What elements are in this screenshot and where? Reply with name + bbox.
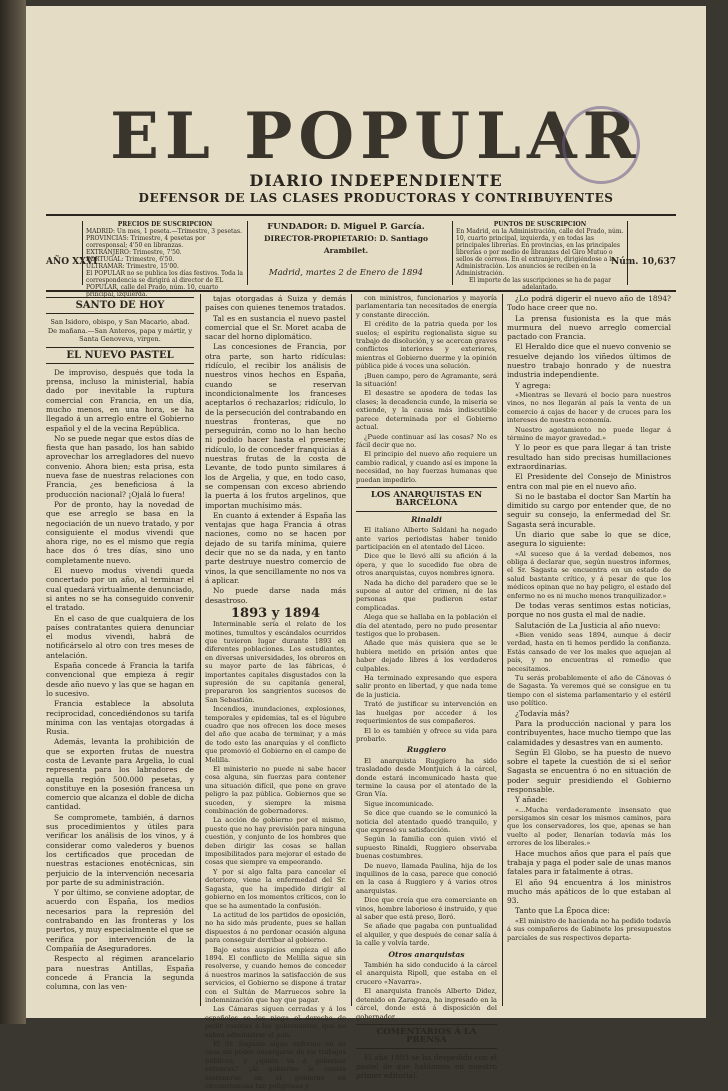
- paragraph: Incendios, inundaciones, explosiones, temporales y epidemias, tal es el lúgubre cuadro que nos ofrecen los doce meses del año que acaba de terminar, y a más de todo esto las anarquías y el conflicto que promovió el Gobierno en el campo de Melilla.: [205, 705, 346, 764]
- paragraph: Un diario que sabe lo que se dice, asegura lo siguiente:: [507, 530, 671, 549]
- column-2: [205, 294, 346, 1091]
- paragraph: Además, levanta la prohibición de que se exporten frutas de nuestra costa de Levante para Argelia, lo cual representa para los labradores de aquella región 500.000 pesetas, y constituye en la posesión francesa un comercio que alcanza el doble de dicha cantidad.: [46, 737, 194, 812]
- paragraph: Y lo peor es que para llegar á tan triste resultado han sido precisas humillaciones extraordinarias.: [507, 443, 671, 471]
- paragraph: Si no le bastaba el doctor San Martín ha dimitido su cargo por entender que, de no seguir su consejo, la enfermedad del Sr. Sagasta será incurable.: [507, 491, 671, 529]
- paragraph: Bajo estos auspicios empieza el año 1894. El conflicto de Melilla sigue sin resolverse, y cuando hemos de conceder á nuestros marinos la satisfacción de sus servicios, el Gobierno se dispone á tratar con el Sultán de Marruecos sobre la indemnización que hay que pagar.: [205, 945, 346, 1004]
- paragraph: El ministerio no puede ni sabe hacer cosa alguna, sin fuerzas para contener una situación difícil, que pone en grave peligro la paz pública. Gobiernos que se suceden, y siempre la misma combinación de gobernadores.: [205, 765, 346, 816]
- subscription-prices: [82, 221, 248, 298]
- info-bar: [46, 219, 676, 298]
- paragraph: Francia establece la absoluta reciprocidad, concediéndonos su tarifa mínima con las ventajas otorgadas á Rusia.: [46, 699, 194, 737]
- subscription-note: El POPULAR no se publica los días festivos. Toda la correspondencia se dirigirá al director de EL POPULAR, calle del Prado, núm. 10, cuarto principal, izquierda.: [86, 270, 243, 298]
- paragraph: Dice que creía que era comerciante en vinos, hombre laborioso é instruido, y que al saber que está preso, lloró.: [356, 896, 497, 922]
- paragraph: Las concesiones de Francia, por otra parte, son harto ridículas: ridículo, el recibir los análisis de nuestros vinos hechos en España, cuando se reservan incondicionalmente los franceses aceptarlos ó rechazarlos; ridículo, lo de la persecución del contrabando en nuestras fronteras, que no perseguirán, como no lo han hecho ni podido hacer hasta el presente; ridículo, lo de conceder franquicias á nuestras frutas de la costa de Levante, de todo punto similares á los de Argelia, y que, en todo caso, se compensan con exceso abriendo la puerta á los frutos argelinos, que importan muchísimo más.: [205, 342, 346, 510]
- paragraph: Según la familia con quien vivió el supuesto Rinaldi, Ruggiero observaba buenas costumbres.: [356, 835, 497, 861]
- column-rule: [351, 294, 352, 1006]
- paragraph: El anarquista Ruggiero ha sido trasladado desde Montjuich á la cárcel, donde estará incomunicado hasta que termine la causa por el atentado de la Gran Vía.: [356, 756, 497, 799]
- paragraph: El nuevo modus vivendi queda concertado por un año, al terminar el cual quedará virtualmente denunciado, si antes no se ha conseguido convenir el tratado.: [46, 566, 194, 613]
- editorial-board: [246, 221, 446, 279]
- quote: «Mientras se llevará el bocio para nuestros vinos, no nos llegarán al país la venta de un comercio á cajas de hacer y de cruces para los intereses de nuestra economía.: [507, 390, 671, 425]
- santo-heading: SANTO DE HOY: [46, 297, 194, 314]
- points-title: PUNTOS DE SUSCRIPCION: [493, 221, 587, 228]
- paragraph: La prensa fusionista es la que más murmura del nuevo arreglo comercial pactado con Francia.: [507, 313, 671, 342]
- santo-text: San Isidoro, obispo, y San Macario, abad. De mañana.—San Anteros, papa y mártir, y Santa Genoveva, virgen.: [47, 318, 193, 344]
- paragraph: Añade que más quisiera que se le hubiera metido en prisión antes que haber dejado libres á los verdaderos culpables.: [356, 639, 497, 673]
- paragraph: De todas veras sentimos estas noticias, porque no nos gusta el mal de nadie.: [507, 601, 671, 620]
- paragraph: Las Cámaras siguen cerradas y á los españoles se les niega el derecho de pedir cuentas á los gobernantes, que no saben administrar el país.: [205, 1005, 346, 1039]
- paragraph: Dice que le llevó allí su afición á la ópera, y que lo sucedido fue obra de otros anarquistas, cuyos nombres ignora.: [356, 552, 497, 578]
- paragraph: Para la producción nacional y para los contribuyentes, hace mucho tiempo que las calamidades y desastres van en aumento.: [507, 718, 671, 747]
- paragraph: El Presidente del Consejo de Ministros entra con mal pie en el nuevo año.: [507, 472, 671, 491]
- paragraph: El crédito de la patria queda por los suelos; el espíritu regionalista sigue su trabajo de disolución, y se acercan graves conflictos interiores y exteriores, mientras el Gobierno duerme y la opinión pública pide á voces una solución.: [356, 320, 497, 371]
- paragraph: Se compromete, también, á darnos sus procedimientos y útiles para verificar los análisis de los vinos, y á considerar como valederos y buenos los certificados que procedan de nuestras estaciones enotécnicas, sin perjuicio de la intervención necesaria por parte de su administración.: [46, 812, 194, 887]
- paragraph: Se añade que pagaba con puntualidad el alquiler, y que después de cenar salía á la calle y volvía tarde.: [356, 922, 497, 948]
- paragraph: Se dice que cuando se le comunicó la noticia del atentado quedó tranquilo, y que expresó su satisfacción.: [356, 809, 497, 834]
- paragraph: ¿Puede continuar así las cosas? No es fácil decir que no.: [356, 432, 497, 449]
- paragraph: El Heraldo dice que el nuevo convenio se resuelve dejando los viñedos últimos de nuestro trabajo honrado y de nuestra industria independiente.: [507, 342, 671, 380]
- paragraph: El desastre se apodera de todas las clases; la decadencia cunde, la miseria se extiende, y la causa más indiscutible parece determinada por el Gobierno actual.: [356, 389, 497, 432]
- paragraph: En el caso de que cualquiera de los países contratantes quiera denunciar el modus vivendi, habrá de notificárselo al otro con tres meses de antelación.: [46, 613, 194, 660]
- library-stamp-icon: [562, 106, 640, 184]
- header-bottom-rule: [46, 290, 676, 292]
- paragraph: Y añade:: [515, 795, 548, 805]
- issue-number: Núm. 10,637: [610, 257, 676, 267]
- quote: «Al suceso que á la verdad debemos, nos obliga á declarar que, según nuestros informes, el Sr. Sagasta se encuentra en un estado de salud bastante crítico, y á pesar de que los médicos opinan que no hay peligro, el estado del enfermo no es ni mucho menos tranquilizador.»: [507, 549, 671, 600]
- paragraph: Trató de justificar su intervención en las huelgas por acceder á los requerimientos de sus compañeros.: [356, 700, 497, 726]
- founder: FUNDADOR: D. Miguel P. García.: [267, 222, 425, 232]
- paragraph: De improviso, después que toda la prensa, incluso la ministerial, había dado por inevitable la ruptura comercial con Francia, en un día, mucho menos, en una hora, se ha llegado á un arreglo entre el Gobierno español y el de la vecina República.: [46, 367, 194, 433]
- paragraph: La actitud de los partidos de oposición, no ha sido más prudente, pues se hallan dispuestos á no perdonar ocasión alguna para conseguir derribar al gobierno.: [205, 910, 346, 945]
- paragraph: Hace muchos años que para el país que trabaja y paga el poder sale de unas manos fatales para ir fatalmente á otras.: [507, 848, 671, 877]
- director: DIRECTOR-PROPIETARIO: D. Santiago Arambilet.: [264, 234, 428, 255]
- paragraph: El año 94 encuentra á los ministros mucho más apáticos de lo que estaban al 93.: [507, 877, 671, 906]
- quote: «...Mucha verdaderamente insensato que persigamos sin cesar los mismos caminos, para que los conservadores, los que, apenas se han vuelto al poder, llenarían todavía más los errores de los liberales.»: [507, 805, 671, 848]
- year-heading: 1893 y 1894: [231, 605, 320, 621]
- paragraph: De nuevo, llamada Paulina, hija de los inquilinos de la casa, parece que conoció en la casa á Ruggiero y á varios otros anarquistas.: [356, 861, 497, 895]
- rinaldi-subheading: Rinaldi: [411, 514, 442, 524]
- points-text: En Madrid, en la Administración, calle del Prado, núm. 10, cuarto principal, izquierda, y en todas las principales librerías. En provincias, en las principales librerías o por medio de libranzas del Giro Mutuo o sellos de correos. En el extranjero, dirigiéndose a la Administración. Los anuncios se reciben en la Administración.: [456, 228, 624, 277]
- subscription-points: [452, 221, 628, 291]
- paragraph: En cuanto á extender á España las ventajas que haga Francia á otras naciones, como no se hacen por dejado de su tarifa mínima, quiere decir que no se da nada, y en tanto parte destruye nuestro comercio de vinos, la que sencillamente no nos va á aplicar.: [205, 510, 346, 585]
- subscription-line: ULTRAMAR: Trimestre, 15'00.: [86, 263, 179, 270]
- paragraph: El lo es también y ofrece su vida para probarlo.: [356, 726, 497, 743]
- paragraph: Interminable sería el relato de los motines, tumultos y escándalos ocurridos que tuvieron lugar durante 1893 en diferentes poblaciones. Los estudiantes, en diversas universidades, los obreros en su mayor parte de las fábricas, é importantes capitales disgustados con la supresión de su capitanía general, prepararon los sangrientos sucesos de San Sebastián.: [205, 620, 346, 704]
- binding-edge: [0, 0, 26, 1024]
- year-number: AÑO XXVI: [46, 257, 98, 267]
- newspaper-tagline: DEFENSOR DE LAS CLASES PRODUCTORAS Y CONTRIBUYENTES: [138, 191, 614, 205]
- column-rule: [502, 294, 503, 1006]
- paragraph: Tal es en sustancia el nuevo pastel comercial que el Sr. Moret acaba de sacar del horno diplomático.: [205, 313, 346, 342]
- paragraph: Según El Globo, se ha puesto de nuevo sobre el tapete la cuestión de si el señor Sagasta se encuentra ó no en situación de poder seguir presidiendo el Gobierno responsable.: [507, 747, 671, 795]
- paragraph: El principio del nuevo año requiere un cambio radical, y cuando así es impone la necesidad, no hay fuerzas humanas que puedan impedirlo.: [356, 450, 497, 484]
- paragraph: Y por último, se conviene adoptar, de acuerdo con España, los medios necesarios para la represión del contrabando en las fronteras y los puertos, y muy especialmente el que se verifica por intervención de la Compañía de Aseguradores.: [46, 888, 194, 953]
- paragraph: El italiano Alberto Saldani ha negado ante varios periodistas haber tenido participación en el atentado del Liceo.: [356, 526, 497, 551]
- paragraph: La acción de gobierno por el mismo, puesto que no hay previsión para ninguna cuestión, y conjunto de los hombres que deben dirigir las cosas se hallan imposibilitados para mejorar el estado de cosas que siempre va empeorando.: [205, 816, 346, 867]
- paragraph: Nada ha dicho del paradero que se le supone al autor del crimen, ni de las personas que pudieron estar complicadas.: [356, 578, 497, 612]
- paragraph: Y agrega:: [515, 380, 551, 390]
- paragraph: Tanto que La Época dice:: [515, 906, 610, 916]
- newspaper-title: EL POPULAR: [110, 99, 642, 174]
- paragraph: El anarquista francés Alberto Didez, detenido en Zaragoza, ha ingresado en la cárcel, donde está á disposición del gobernador.: [356, 987, 497, 1021]
- column-1: [46, 294, 194, 992]
- points-note: El importe de las suscripciones se ha de pagar adelantado.: [469, 277, 611, 291]
- paragraph: El año 1893 se ha despedido con el pastel de que hablamos en nuestro primer editorial.: [356, 1052, 497, 1081]
- paragraph: El Sr. Sagasta sigue enfermo en su casa sin poder encargarse de los trabajos públicos, y ¿quién va á gobernar entonces? ¡Al gobierno le cuesta sostenerse en el gobierno en circunstancias tan peligrosas y: [205, 1040, 346, 1091]
- paragraph: Y por si algo falta para cancelar el deterioro, viene la enfermedad del Sr. Sagasta, que ha impedido dirigir al gobierno en los momentos críticos, con lo que se ha aumentado la confusión.: [205, 867, 346, 910]
- paragraph: Sigue incomunicado.: [364, 799, 434, 808]
- paragraph: con ministros, funcionarios y mayoría parlamentaria tan necesitados de energía y constante dirección.: [356, 294, 497, 319]
- subscription-line: PROVINCIAS: Trimestre, 4 pesetas por corresponsal; 4'50 en libranzas.: [86, 235, 206, 249]
- paragraph: Alega que se hallaba en la población el día del atentado, pero no pudo presentar testigos que lo probasen.: [356, 613, 497, 639]
- otros-subheading: Otros anarquistas: [388, 949, 465, 959]
- column-4: [507, 294, 671, 943]
- paragraph: No puede darse nada más desastroso.: [205, 586, 346, 605]
- paragraph: No se puede negar que estos días de fiesta que han pasado, los han sabido aprovechar los arregladores del nuevo convenio. Ahora bien; esta prisa, esta nueva fase de nuestras relaciones con Francia, ¿es beneficiosa á la producción nacional? ¡Ojalá lo fuera!: [46, 433, 194, 499]
- paragraph: Ha terminado expresando que espera salir pronto en libertad, y que nada teme de la justicia.: [356, 674, 497, 699]
- pastel-heading: EL NUEVO PASTEL: [46, 347, 194, 364]
- paragraph: ¿Lo podrá digerir el nuevo año de 1894? Todo hace creer que no.: [507, 294, 671, 313]
- ruggiero-subheading: Ruggiero: [406, 745, 447, 755]
- paragraph: Respecto al régimen arancelario para nuestras Antillas, España concede á Francia la segunda columna, con las ven-: [46, 954, 194, 992]
- subscription-line: EXTRANJERO: Trimestre, 7'50.: [86, 249, 182, 256]
- top-rule: [46, 214, 676, 216]
- paragraph: tajas otorgadas á Suiza y demás países con quienes tenemos tratados.: [205, 294, 346, 313]
- quote: Tu serás probablemente el año de Cánovas ó de Sagasta. Ya veremos qué se consigue en tu tiempo con el sistema parlamentario y el estéril uso político.: [507, 674, 671, 708]
- column-rule: [200, 294, 201, 1006]
- subscription-line: MADRID: Un mes, 1 peseta.—Trimestre, 3 pesetas.: [86, 228, 242, 235]
- quote: «Bien venido seas 1894, aunque á decir verdad, hasta en ti hemos perdido la confianza. Estás cansado de ver los males que aquejan al país, y no encuentras el remedio que necesitamos.: [507, 631, 671, 673]
- newspaper-subtitle: DIARIO INDEPENDIENTE: [249, 171, 503, 190]
- column-3: [356, 294, 497, 1082]
- paragraph: Salutación de La Justicia al año nuevo:: [515, 620, 661, 630]
- paragraph: ¿Todavía más?: [515, 708, 570, 718]
- subscription-title: PRECIOS DE SUSCRIPCION: [117, 221, 213, 228]
- subscription-line: PORTUGAL: Trimestre, 6'50.: [86, 256, 175, 263]
- newspaper-page: [26, 6, 706, 1091]
- paragraph: También ha sido conducido á la cárcel el anarquista Ripoll, que estaba en el crucero «Navarra».: [356, 961, 497, 986]
- quote: «El ministro de hacienda no ha pedido todavía á sus compañeros de Gabinete los presupuestos parciales de sus respectivos departa-: [507, 916, 671, 942]
- dateline: Madrid, martes 2 de Enero de 1894: [268, 268, 424, 278]
- comentarios-heading: COMENTARIOS Á LA PRENSA: [356, 1024, 497, 1049]
- paragraph: ¡Buen campo, pero de Agramante, será la situación!: [356, 371, 497, 389]
- paragraph: España concede á Francia la tarifa convencional que empieza á regir desde año nuevo y las que se hagan en lo sucesivo.: [46, 661, 194, 698]
- quote: Nuestro agotamiento no puede llegar á término de mayor gravedad.»: [507, 425, 671, 442]
- paragraph: Por de pronto, hay la novedad de que ese arreglo se basa en la negociación de un nuevo tratado, y por consiguiente el modus vivendi que ahora rige, no es el mismo que regía hace dos ó tres días, sino uno completamente nuevo.: [46, 499, 194, 565]
- anarquistas-heading: LOS ANARQUISTAS EN BARCELONA: [356, 487, 497, 512]
